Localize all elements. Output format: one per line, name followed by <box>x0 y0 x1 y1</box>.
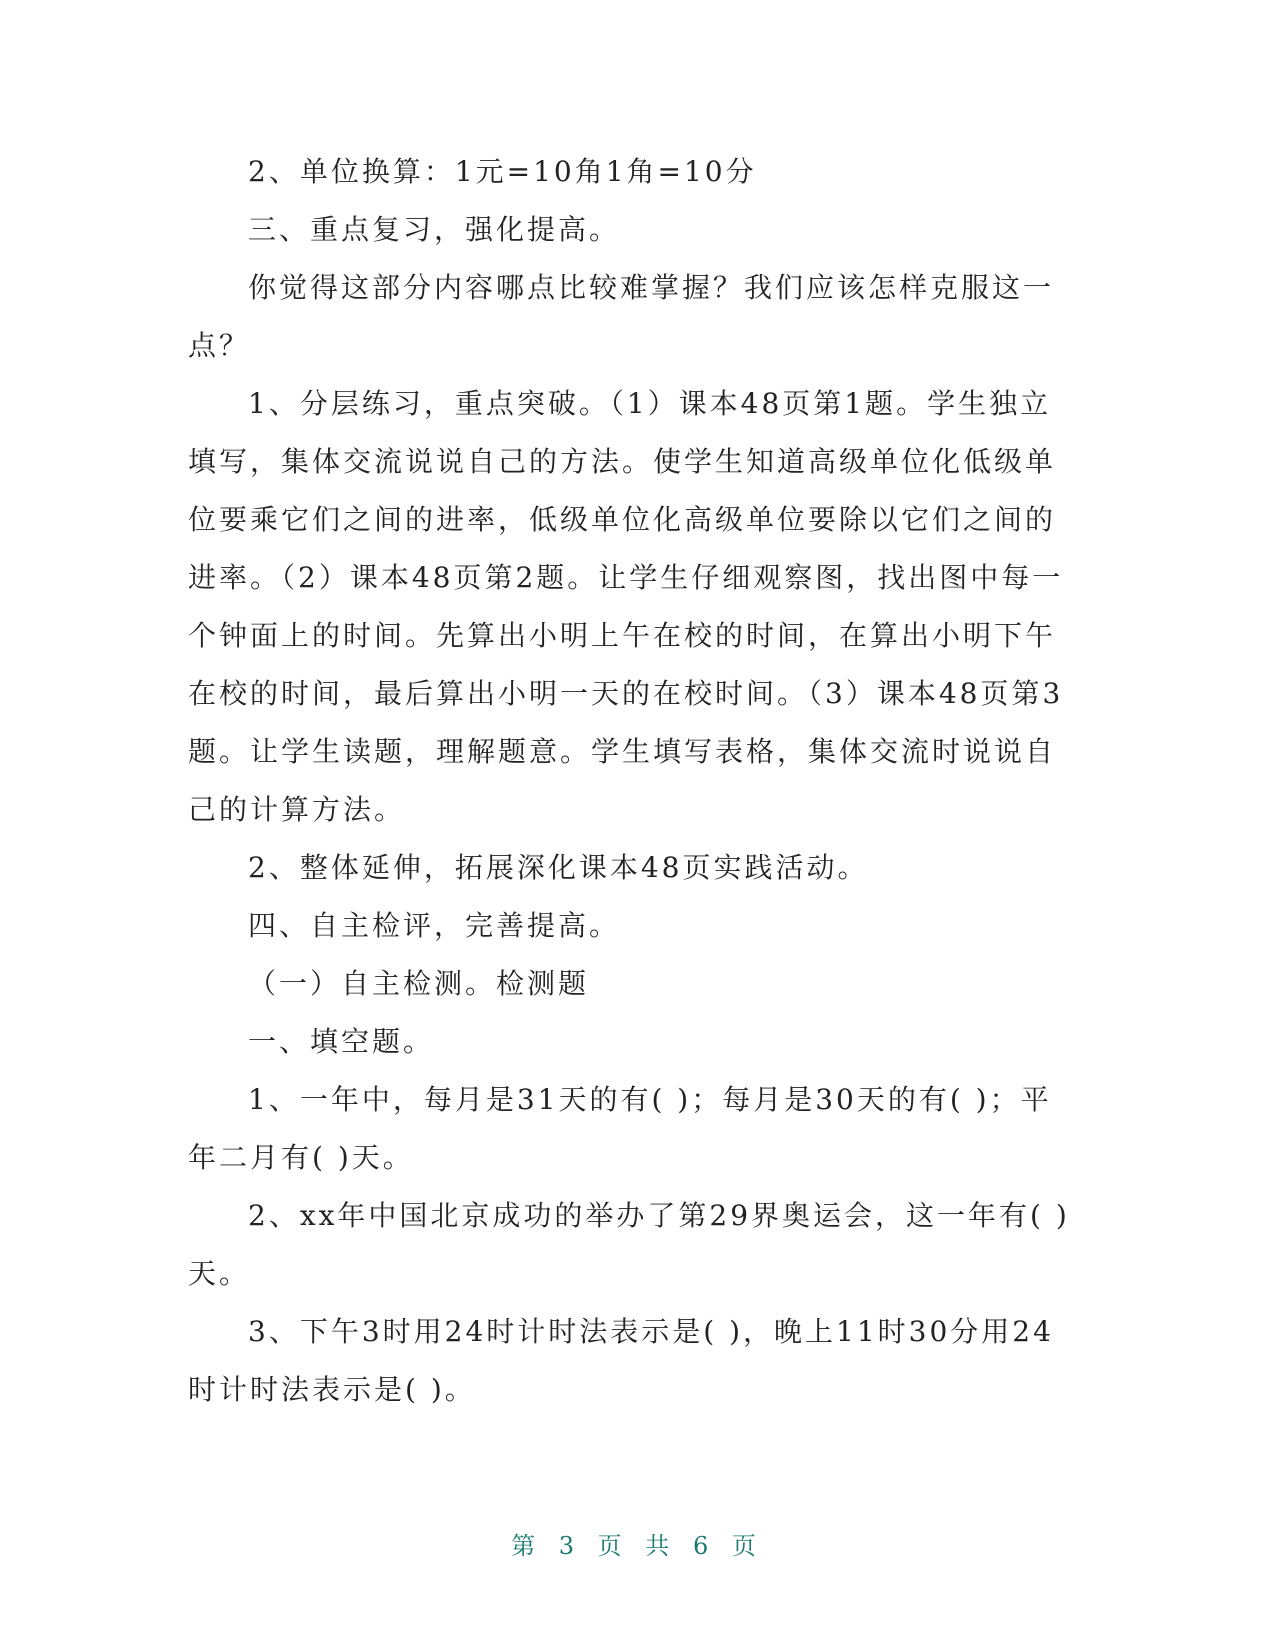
heading-self-test: （一）自主检测。检测题 <box>248 967 590 1000</box>
page-number: 第 3 页 共 6 页 <box>511 1532 764 1560</box>
paragraph-unit-conversion: 2、单位换算：1元=10角1角=10分 <box>248 155 757 188</box>
heading-self-evaluation: 四、自主检评，完善提高。 <box>248 909 621 942</box>
paragraph-question: 你觉得这部分内容哪点比较难掌握？我们应该怎样克服这一点？ <box>188 271 1055 362</box>
paragraph-practice: 1、分层练习，重点突破。（1）课本48页第1题。学生独立填写，集体交流说说自己的方法。使学生知道高级单位化低级单位要乘它们之间的进率，低级单位化高级单位要除以它们之间的进率。（2）课本48页第2题。让学生仔细观察图，找出图中每一个钟面上的时间。先算出小明上午在校的时间，在算出小明下午在校的时间，最后算出小明一天的在校时间。（3）课本48页第3题。让学生读题，理解题意。学生填写表格，集体交流时说说自己的计算方法。 <box>188 387 1064 826</box>
heading-review: 三、重点复习，强化提高。 <box>248 213 621 246</box>
question-2: 2、xx年中国北京成功的举办了第29界奥运会，这一年有( )天。 <box>188 1199 1070 1290</box>
question-3: 3、下午3时用24时计时法表示是( )，晚上11时30分用24时计时法表示是( )。 <box>188 1315 1054 1406</box>
body-text <box>188 143 1078 1419</box>
question-1: 1、一年中，每月是31天的有( )；每月是30天的有( )；平年二月有( )天。 <box>188 1083 1052 1174</box>
paragraph-extension: 2、整体延伸，拓展深化课本48页实践活动。 <box>248 851 869 884</box>
heading-fill-blank: 一、填空题。 <box>248 1025 435 1058</box>
